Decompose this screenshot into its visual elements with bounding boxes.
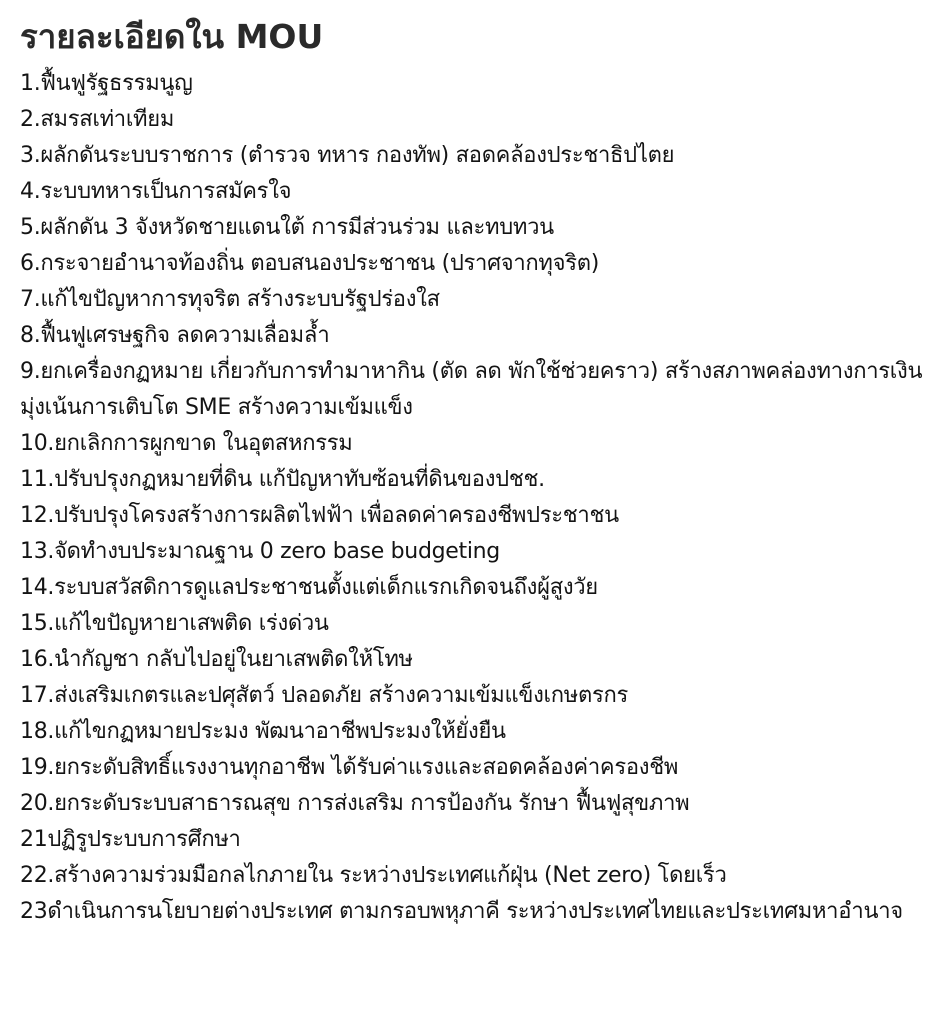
list-item: 16.นำกัญชา กลับไปอยู่ในยาเสพติดให้โทษ xyxy=(20,647,413,672)
list-item: 1.ฟื้นฟูรัฐธรรมนูญ xyxy=(20,71,193,96)
list-item: 10.ยกเลิกการผูกขาด ในอุตสหกรรม xyxy=(20,431,353,456)
list-item: 12.ปรับปรุงโครงสร้างการผลิตไฟฟ้า เพื่อลดค่าครองชีพประชาชน xyxy=(20,503,619,528)
list-item: 9.ยกเครื่องกฏหมาย เกี่ยวกับการทำมาหากิน (ตัด ลด พักใช้ช่วยคราว) สร้างสภาพคล่องทางการเงิน มุ่งเน้นการเติบโต SME สร้างความเข้มแข็ง xyxy=(20,359,923,420)
list-item: 2.สมรสเท่าเทียม xyxy=(20,107,175,132)
list-item: 23ดำเนินการนโยบายต่างประเทศ ตามกรอบพหุภาคี ระหว่างประเทศไทยและประเทศมหาอำนาจ xyxy=(20,899,903,924)
list-item: 4.ระบบทหารเป็นการสมัครใจ xyxy=(20,179,292,204)
list-item: 5.ผลักดัน 3 จังหวัดชายแดนใต้ การมีส่วนร่วม และทบทวน xyxy=(20,215,554,240)
list-item: 8.ฟื้นฟูเศรษฐกิจ ลดความเลื่อมล้ำ xyxy=(20,323,330,348)
list-item: 17.ส่งเสริมเกตรและปศุสัตว์ ปลอดภัย สร้างความเข้มแข็งเกษตรกร xyxy=(20,683,629,708)
list-item: 18.แก้ไขกฏหมายประมง พัฒนาอาชีพประมงให้ยั่งยืน xyxy=(20,719,506,744)
list-item: 7.แก้ไขปัญหาการทุจริต สร้างระบบรัฐปร่องใส xyxy=(20,287,440,312)
mou-item-list xyxy=(20,66,935,930)
mou-document xyxy=(20,12,935,930)
document-title: รายละเอียดใน MOU xyxy=(20,17,324,56)
list-item: 11.ปรับปรุงกฏหมายที่ดิน แก้ปัญหาทับซ้อนที่ดินของปชช. xyxy=(20,467,545,492)
list-item: 14.ระบบสวัสดิการดูแลประชาชนตั้งแต่เด็กแรกเกิดจนถึงผู้สูงวัย xyxy=(20,575,598,600)
list-item: 19.ยกระดับสิทธิ์แรงงานทุกอาชีพ ได้รับค่าแรงและสอดคล้องค่าครองชีพ xyxy=(20,755,679,780)
list-item: 3.ผลักดันระบบราชการ (ตำรวจ ทหาร กองทัพ) สอดคล้องประชาธิปไตย xyxy=(20,143,675,168)
list-item: 15.แก้ไขปัญหายาเสพติด เร่งด่วน xyxy=(20,611,329,636)
list-item: 6.กระจายอำนาจท้องถิ่น ตอบสนองประชาชน (ปราศจากทุจริต) xyxy=(20,251,599,276)
list-item: 22.สร้างความร่วมมือกลไกภายใน ระหว่างประเทศแก้ฝุ่น (Net zero) โดยเร็ว xyxy=(20,863,727,888)
list-item: 20.ยกระดับระบบสาธารณสุข การส่งเสริม การป้องกัน รักษา ฟื้นฟูสุขภาพ xyxy=(20,791,690,816)
list-item: 21ปฏิรูประบบการศึกษา xyxy=(20,827,241,852)
list-item: 13.จัดทำงบประมาณฐาน 0 zero base budgeting xyxy=(20,539,500,564)
